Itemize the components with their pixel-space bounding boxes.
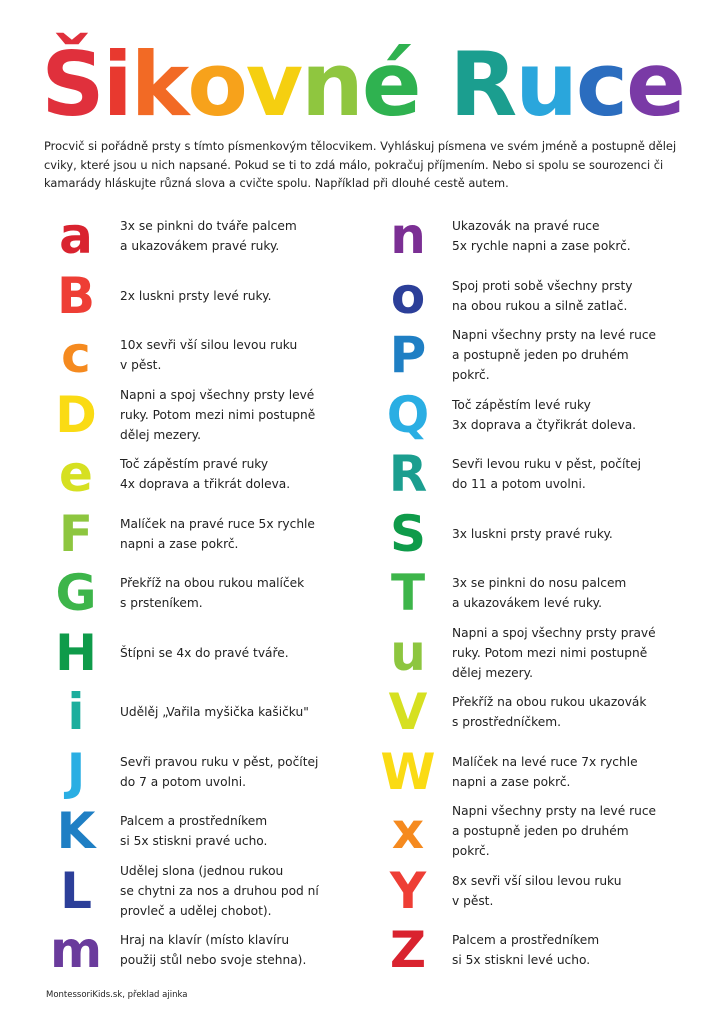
exercise-line: a postupně jeden po druhém [452, 824, 629, 838]
exercise-line: Udělej slona (jednou rukou [120, 863, 284, 878]
exercise-line: Napni všechny prsty na levé ruce [452, 804, 657, 818]
exercise-entry-d [46, 385, 356, 445]
exercise-line: použij stůl nebo svoje stehna). [120, 953, 307, 967]
exercise-description [452, 861, 692, 921]
exercise-line: Napni a spoj všechny prsty levé [120, 387, 315, 402]
exercise-line: do 7 a potom uvolni. [120, 774, 246, 789]
exercise-line: 4x doprava a třikrát doleva. [120, 477, 291, 491]
exercise-line: Překříž na obou rukou malíček [120, 576, 305, 590]
letter-u: u [390, 623, 426, 682]
exercise-line: 8x sevři vší silou levou ruku [452, 873, 622, 888]
exercise-line: na obou rukou a silně zatlač. [452, 298, 628, 313]
exercise-description [120, 801, 350, 861]
exercise-line: Toč zápěstím levé ruky [452, 397, 591, 412]
exercise-entry-z [378, 920, 708, 980]
letter-p: P [389, 326, 427, 384]
exercise-entry-c [46, 325, 356, 385]
exercise-line: se chytni za nos a druhou pod ní [120, 883, 319, 898]
title-letter: Š [41, 33, 103, 136]
title-letter: n [301, 33, 362, 136]
exercise-entry-g [46, 563, 356, 623]
exercise-line: a ukazovákem pravé ruky. [120, 239, 280, 253]
letter-a: a [59, 207, 93, 265]
exercise-line: Napni všechny prsty na levé ruce [452, 328, 657, 342]
exercise-description [452, 801, 692, 861]
exercise-line: Hraj na klavír (místo klavíru [120, 933, 290, 947]
intro-line: Procvič si pořádně prsty s tímto písmenkovým tělocvikem. Vyhláskuj písmena ve svém jméně a postupně dělej [44, 139, 677, 153]
exercise-entry-j [46, 742, 356, 802]
exercise-line: s prsteníkem. [120, 596, 203, 610]
letter-j: J [66, 742, 86, 801]
exercise-entry-w [378, 742, 708, 802]
exercise-line: a ukazovákem levé ruky. [452, 596, 602, 610]
exercise-line: Palcem a prostředníkem [120, 814, 268, 828]
letter-l: L [60, 861, 92, 920]
exercise-entry-x [378, 801, 708, 861]
intro-line: cviky, které jsou u nich napsané. Pokud se ti to zdá málo, pokračuj příjmením. Nebo si spolu se sourozenci či [44, 157, 664, 172]
letter-o: o [390, 266, 426, 325]
letter-k: K [56, 802, 96, 860]
exercise-line: Štípni se 4x do pravé tváře. [120, 645, 289, 660]
title-letter: o [187, 33, 246, 136]
letter-d: D [55, 385, 97, 444]
exercise-entry-k [46, 801, 356, 861]
exercise-line: Sevři pravou ruku v pěst, počítej [120, 754, 319, 769]
intro-paragraph [44, 137, 694, 193]
title-word-ruce [449, 33, 684, 136]
exercise-entry-n [378, 206, 708, 266]
exercise-line: Palcem a prostředníkem [452, 933, 600, 947]
exercise-entry-y [378, 861, 708, 921]
exercise-description [120, 444, 350, 504]
exercise-entry-q [378, 385, 708, 445]
title-letter: u [515, 33, 576, 136]
exercise-line: 3x doprava a čtyřikrát doleva. [452, 417, 637, 432]
exercise-entry-s [378, 504, 708, 564]
letter-x: x [391, 802, 425, 860]
exercise-line: Udělěj „Vařila myšička kašičku" [120, 705, 309, 719]
exercise-description [452, 563, 692, 623]
exercise-entry-h [46, 623, 356, 683]
letter-z: Z [389, 921, 427, 979]
letter-y: Y [389, 861, 427, 920]
letter-w: W [380, 742, 436, 801]
letter-q: Q [386, 385, 430, 444]
exercise-line: ruky. Potom mezi nimi postupně [452, 645, 648, 660]
exercise-line: pokrč. [452, 368, 490, 382]
exercise-line: v pěst. [120, 358, 162, 372]
letter-i: i [67, 683, 85, 741]
exercise-entry-b [46, 266, 356, 326]
exercise-line: napni a zase pokrč. [452, 774, 571, 789]
exercise-description [120, 206, 350, 266]
exercise-line: Překříž na obou rukou ukazovák [452, 695, 647, 709]
exercise-line: do 11 a potom uvolni. [452, 477, 586, 491]
exercise-description [452, 504, 692, 564]
letter-c: c [61, 326, 91, 384]
exercise-description [452, 742, 692, 802]
exercise-entry-t [378, 563, 708, 623]
letter-s: S [389, 504, 426, 563]
letter-n: n [390, 207, 426, 265]
footer-credit: MontessoriKids.sk, překlad ajinka [46, 990, 188, 1000]
exercise-description [452, 325, 692, 385]
exercise-line: 3x se pinkni do nosu palcem [452, 576, 627, 590]
exercise-description [120, 742, 350, 802]
exercise-line: v pěst. [452, 893, 494, 908]
exercise-entry-p [378, 325, 708, 385]
exercise-line: 2x luskni prsty levé ruky. [120, 288, 272, 303]
exercise-line: 10x sevři vší silou levou ruku [120, 338, 298, 352]
title-letter: c [575, 33, 627, 136]
exercise-line: dělej mezery. [120, 427, 202, 442]
exercise-description [452, 623, 692, 683]
exercise-description [452, 266, 692, 326]
exercise-entry-r [378, 444, 708, 504]
exercise-entry-a [46, 206, 356, 266]
exercise-line: dělej mezery. [452, 665, 534, 680]
letter-f: F [58, 504, 94, 563]
exercise-description [452, 206, 692, 266]
exercise-line: s prostředníčkem. [452, 715, 561, 729]
letter-e: e [59, 445, 93, 503]
exercise-line: 3x luskni prsty pravé ruky. [452, 526, 613, 541]
exercise-line: Spoj proti sobě všechny prsty [452, 278, 633, 293]
letter-m: m [49, 921, 103, 979]
title-letter: e [626, 33, 684, 136]
exercise-description [120, 266, 350, 326]
exercise-line: napni a zase pokrč. [120, 536, 239, 551]
exercise-line: a postupně jeden po druhém [452, 348, 629, 362]
exercise-entry-m [46, 920, 356, 980]
letter-r: R [388, 445, 428, 503]
exercise-line: ruky. Potom mezi nimi postupně [120, 407, 316, 422]
letter-b: B [56, 266, 96, 325]
exercise-description [120, 623, 350, 683]
exercise-entry-v [378, 682, 708, 742]
exercise-entry-u [378, 623, 708, 683]
exercise-description [120, 325, 350, 385]
exercise-description [120, 504, 350, 564]
title-letter: R [449, 33, 516, 136]
title-letter: k [130, 33, 188, 136]
exercise-entry-f [46, 504, 356, 564]
exercise-entry-e [46, 444, 356, 504]
letter-v: V [388, 683, 428, 741]
exercise-description [452, 444, 692, 504]
exercise-line: si 5x stiskni pravé ucho. [120, 834, 268, 848]
exercise-line: Malíček na levé ruce 7x rychle [452, 754, 638, 769]
exercise-line: Toč zápěstím pravé ruky [120, 457, 269, 471]
exercise-line: Malíček na pravé ruce 5x rychle [120, 516, 315, 531]
exercise-description [120, 563, 350, 623]
page-title [0, 33, 725, 136]
title-letter: i [102, 33, 131, 136]
exercise-entry-o [378, 266, 708, 326]
exercise-description [120, 861, 350, 921]
exercise-line: pokrč. [452, 844, 490, 858]
letter-g: G [55, 564, 97, 622]
exercise-line: provleč a udělej chobot). [120, 903, 272, 918]
exercise-line: 3x se pinkni do tváře palcem [120, 219, 297, 233]
exercise-line: Ukazovák na pravé ruce [452, 219, 600, 233]
exercise-description [452, 920, 692, 980]
exercise-description [452, 682, 692, 742]
letter-h: H [55, 623, 97, 682]
letter-t: T [390, 564, 426, 622]
exercise-line: Sevři levou ruku v pěst, počítej [452, 457, 642, 471]
exercise-description [120, 682, 350, 742]
exercise-description [452, 385, 692, 445]
title-letter: v [245, 33, 302, 136]
exercise-description [120, 385, 350, 445]
title-word-sikovne [41, 33, 420, 136]
intro-line: kamarády hláskujte různá slova a cvičte spolu. Například při dlouhé cestě autem. [44, 176, 509, 190]
title-letter: é [361, 33, 420, 136]
exercise-entry-l [46, 861, 356, 921]
exercise-line: si 5x stiskni levé ucho. [452, 953, 591, 967]
exercise-entry-i [46, 682, 356, 742]
exercise-line: Napni a spoj všechny prsty pravé [452, 625, 656, 640]
exercise-line: 5x rychle napni a zase pokrč. [452, 239, 631, 253]
exercise-description [120, 920, 350, 980]
